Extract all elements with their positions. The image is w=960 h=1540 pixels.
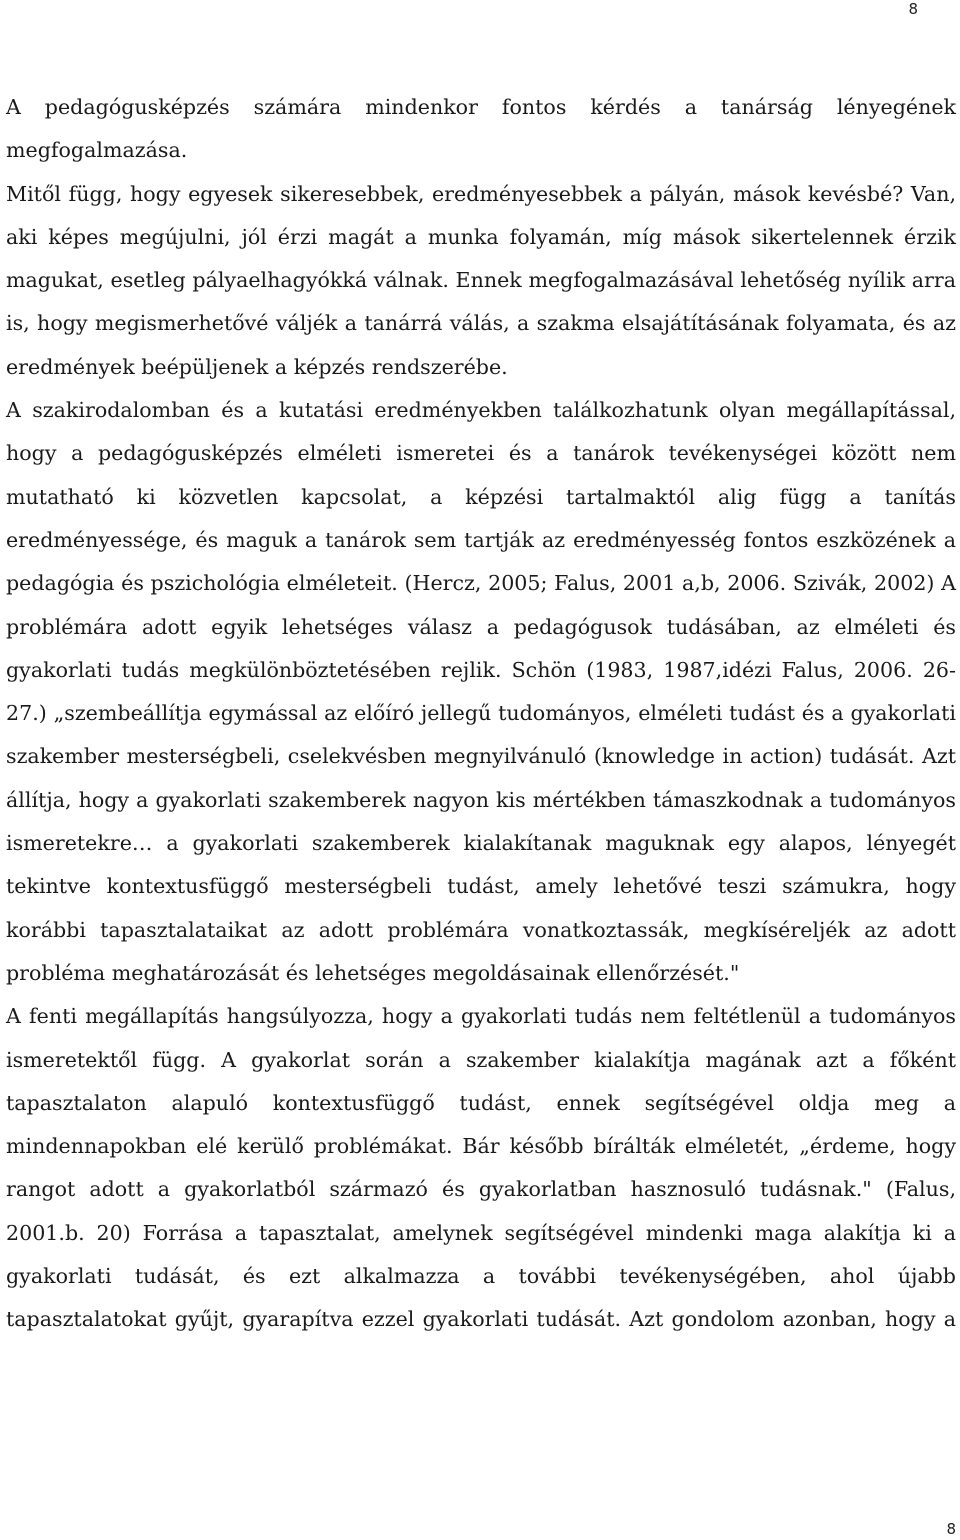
paragraph-3: A szakirodalomban és a kutatási eredményekben találkozhatunk olyan megállapítással, hogy a pedagógusképzés elméleti ismeretei és a tanárok tevékenységei között nem mutatható ki közvetlen kapcsolat, a képzési tartalmaktól alig függ a tanítás eredményessége, és maguk a tanárok sem tartják az eredményesség fontos eszközének a pedagógia és pszichológia elméleteit. (Hercz, 2005; Falus, 2001 a,b, 2006. Szivák, 2002) A problémára adott egyik lehetséges válasz a pedagógusok tudásában, az elméleti és gyakorlati tudás megkülönböztetésében rejlik. Schön (1983, 1987,idézi Falus, 2006. 26-27.) „szembeállítja egymással az előíró jellegű tudományos, elméleti tudást és a gyakorlati szakember mesterségbeli, cselekvésben megnyilvánuló (knowledge in action) tudását. Azt állítja, hogy a gyakorlati szakemberek nagyon kis mértékben támaszkodnak a tudományos ismeretekre… a gyakorlati szakemberek kialakítanak maguknak egy alapos, lényegét tekintve kontextusfüggő mesterségbeli tudást, amely lehetővé teszi számukra, hogy korábbi tapasztalataikat az adott problémára vonatkoztassák, megkíséreljék az adott probléma meghatározását és lehetséges megoldásainak ellenőrzését." <box>6 398 956 985</box>
page-number-bottom: 8 <box>946 1520 956 1538</box>
page-number-top: 8 <box>908 0 918 18</box>
paragraph-2: Mitől függ, hogy egyesek sikeresebbek, eredményesebbek a pályán, mások kevésbé? Van, aki képes megújulni, jól érzi magát a munka folyamán, míg mások sikertelennek érzik magukat, esetleg pályaelhagyókká válnak. Ennek megfogalmazásával lehetőség nyílik arra is, hogy megismerhetővé váljék a tanárrá válás, a szakma elsajátításának folyamata, és az eredmények beépüljenek a képzés rendszerébe. <box>6 181 956 379</box>
paragraph-1: A pedagógusképzés számára mindenkor fontos kérdés a tanárság lényegének megfogalmazása. <box>6 95 956 163</box>
paragraph-4: A fenti megállapítás hangsúlyozza, hogy a gyakorlati tudás nem feltétlenül a tudományos ismeretektől függ. A gyakorlat során a szakember kialakítja magának azt a főként tapasztalaton alapuló kontextusfüggő tudást, ennek segítségével oldja meg a mindennapokban elé kerülő problémákat. Bár később bírálták elméletét, „érdeme, hogy rangot adott a gyakorlatból származó és gyakorlatban hasznosuló tudásnak." (Falus, 2001.b. 20) Forrása a tapasztalat, amelynek segítségével mindenki maga alakítja ki a gyakorlati tudását, és ezt alkalmazza a további tevékenységében, ahol újabb tapasztalatokat gyűjt, gyarapítva ezzel gyakorlati tudását. Azt gondolom azonban, hogy a <box>6 1004 956 1332</box>
document-body <box>6 86 956 1342</box>
